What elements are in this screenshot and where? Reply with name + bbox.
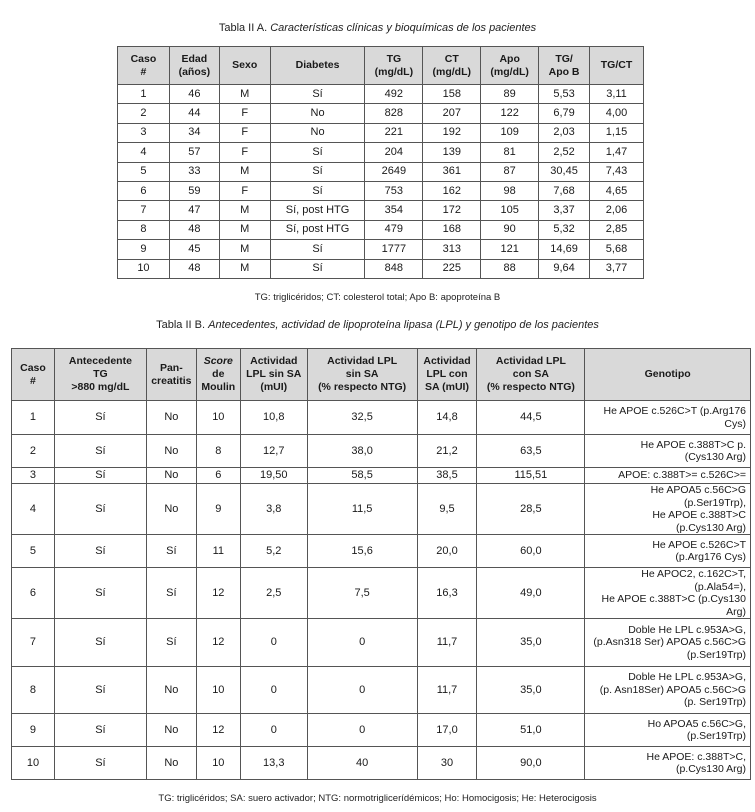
table-cell: No <box>146 667 196 714</box>
table-cell: 13,3 <box>240 747 307 780</box>
table-cell: Sí <box>270 259 365 278</box>
table-cell: 162 <box>423 181 481 200</box>
table-b-header-line: Actividad <box>423 355 471 367</box>
table-cell: 207 <box>423 104 481 123</box>
table-row <box>118 162 644 181</box>
table-cell: 35,0 <box>477 667 585 714</box>
table-cell: No <box>146 435 196 468</box>
genotype-line: Ho APOA5 c.56C>G, <box>647 717 746 730</box>
table-row <box>12 401 751 435</box>
genotype-line: He APOC2, c.162C>T, (p.Ala54=), <box>641 568 746 593</box>
table-a-header-cell <box>270 47 365 85</box>
table-b-header-line: LPL sin SA <box>246 368 302 380</box>
genotype-cell <box>585 667 751 714</box>
table-cell: 828 <box>365 104 423 123</box>
table-b-header-line: Antecedente <box>68 355 132 367</box>
table-cell: 1,47 <box>590 143 644 162</box>
table-row <box>118 143 644 162</box>
table-cell: 7 <box>12 619 55 667</box>
table-cell: 38,5 <box>417 468 477 484</box>
genotype-line: (p.Asn318 Ser) APOA5 c.56C>G <box>593 636 746 649</box>
genotype-cell <box>585 747 751 780</box>
table-b-header-line: sin SA <box>345 368 379 380</box>
table-a-header-line: Caso <box>130 52 157 65</box>
table-cell: Sí <box>54 435 146 468</box>
table-cell: 848 <box>365 259 423 278</box>
table-cell: 4,65 <box>590 181 644 200</box>
genotype-line: APOE: c.388T>= c.526C>= <box>618 469 746 482</box>
table-cell: 17,0 <box>417 714 477 747</box>
table-cell: 313 <box>423 240 481 259</box>
table-b-header-line: Genotipo <box>644 368 691 380</box>
table-cell: Sí <box>54 619 146 667</box>
table-b-header-cell <box>54 349 146 401</box>
table-b-header-cell <box>196 349 240 401</box>
table-b-header-line: Actividad LPL <box>327 355 398 367</box>
table-a-header-line: TG/ <box>555 52 573 65</box>
table-cell: 16,3 <box>417 568 477 619</box>
table-cell: 14,69 <box>539 240 590 259</box>
genotype-line: (p.Ser19Trp) <box>686 730 746 742</box>
genotype-line: Cys) <box>724 417 746 430</box>
table-cell: 3 <box>12 468 55 484</box>
table-cell: 3,8 <box>240 484 307 535</box>
table-cell: 90,0 <box>477 747 585 780</box>
table-cell: 10 <box>196 667 240 714</box>
table-cell: 5,68 <box>590 240 644 259</box>
table-row <box>118 201 644 220</box>
table-cell: 33 <box>169 162 219 181</box>
table-cell: 10 <box>196 401 240 435</box>
table-cell: 11,7 <box>417 667 477 714</box>
genotype-line: (p.Ser19Trp) <box>686 648 746 661</box>
table-cell: 3,77 <box>590 259 644 278</box>
table-cell: 30,45 <box>539 162 590 181</box>
table-cell: 4 <box>12 484 55 535</box>
table-b-header-cell <box>417 349 477 401</box>
table-cell: 2,5 <box>240 568 307 619</box>
table-cell: No <box>270 123 365 142</box>
table-cell: 14,8 <box>417 401 477 435</box>
table-cell: F <box>219 181 270 200</box>
genotype-line: He APOE c.388T>C p. <box>640 438 746 451</box>
table-cell: 11 <box>196 535 240 568</box>
table-cell: F <box>219 143 270 162</box>
table-cell: 10,8 <box>240 401 307 435</box>
table-b-title-prefix: Tabla II B. <box>156 319 206 331</box>
table-row <box>12 714 751 747</box>
table-cell: 60,0 <box>477 535 585 568</box>
table-a-header-cell <box>539 47 590 85</box>
table-cell: 479 <box>365 220 423 239</box>
table-cell: 192 <box>423 123 481 142</box>
table-cell: Sí <box>270 240 365 259</box>
table-b-header-cell <box>585 349 751 401</box>
genotype-line: He APOE c.388T>C (p.Cys130 Arg) <box>601 593 746 618</box>
table-b-header-line: TG <box>93 368 108 380</box>
table-cell: 3,11 <box>590 85 644 104</box>
table-cell: 5,2 <box>240 535 307 568</box>
table-cell: 361 <box>423 162 481 181</box>
table-a-header-line: TG <box>386 52 402 65</box>
table-cell: Sí <box>54 667 146 714</box>
table-cell: 2649 <box>365 162 423 181</box>
table-cell: 109 <box>481 123 539 142</box>
table-a-header-line: (años) <box>178 65 211 78</box>
table-a-header-cell <box>481 47 539 85</box>
table-cell: 7,68 <box>539 181 590 200</box>
table-cell: 32,5 <box>307 401 417 435</box>
table-cell: 8 <box>196 435 240 468</box>
table-b-title-italic: Antecedentes, actividad de lipoproteína lipasa (LPL) y genotipo de los pacientes <box>208 319 599 331</box>
table-b-header-cell <box>240 349 307 401</box>
table-cell: 44,5 <box>477 401 585 435</box>
table-cell: 2 <box>118 104 170 123</box>
table-cell: 9,64 <box>539 259 590 278</box>
table-cell: 3,37 <box>539 201 590 220</box>
table-cell: No <box>146 401 196 435</box>
table-b-header-line: con SA <box>512 368 549 380</box>
table-cell: 6 <box>12 568 55 619</box>
table-cell: 11,7 <box>417 619 477 667</box>
table-cell: 0 <box>307 667 417 714</box>
table-cell: M <box>219 240 270 259</box>
table-row <box>12 435 751 468</box>
table-cell: 139 <box>423 143 481 162</box>
table-cell: 6 <box>196 468 240 484</box>
genotype-line: Doble He LPL c.953A>G, <box>628 623 746 636</box>
table-a-header-line: Edad <box>181 52 208 65</box>
table-cell: Sí <box>54 535 146 568</box>
table-cell: Sí <box>54 568 146 619</box>
table-a-header-line: Sexo <box>232 59 258 71</box>
table-cell: 51,0 <box>477 714 585 747</box>
table-b-header-line: # <box>30 374 36 387</box>
table-cell: 354 <box>365 201 423 220</box>
table-b-header-line: >880 mg/dL <box>71 381 130 393</box>
table-a-header-line: Diabetes <box>295 59 340 71</box>
table-cell: 15,6 <box>307 535 417 568</box>
table-cell: 0 <box>307 619 417 667</box>
clinical-characteristics-table <box>117 46 644 279</box>
table-cell: 105 <box>481 201 539 220</box>
table-cell: F <box>219 104 270 123</box>
table-a-title-prefix: Tabla II A. <box>218 22 268 34</box>
table-row <box>12 535 751 568</box>
genotype-line: He APOE: c.388T>C, <box>646 750 746 763</box>
table-cell: M <box>219 259 270 278</box>
table-cell: 4 <box>118 143 170 162</box>
table-cell: 3 <box>118 123 170 142</box>
table-row <box>12 468 751 484</box>
table-cell: 19,50 <box>240 468 307 484</box>
table-b-header-line: LPL con <box>426 368 468 380</box>
table-row <box>118 104 644 123</box>
genotype-cell <box>585 568 751 619</box>
table-cell: 46 <box>169 85 219 104</box>
genotype-cell <box>585 619 751 667</box>
table-cell: 2,03 <box>539 123 590 142</box>
table-cell: 12,7 <box>240 435 307 468</box>
genotype-cell <box>585 435 751 468</box>
genotype-cell <box>585 484 751 535</box>
table-cell: 5 <box>12 535 55 568</box>
table-b-header-line: Actividad <box>250 355 298 367</box>
table-cell: 1 <box>118 85 170 104</box>
table-a-header-line: # <box>140 65 147 78</box>
table-cell: 48 <box>169 220 219 239</box>
table-cell: 21,2 <box>417 435 477 468</box>
table-cell: 10 <box>118 259 170 278</box>
table-cell: 5,53 <box>539 85 590 104</box>
table-cell: 6,79 <box>539 104 590 123</box>
table-cell: 87 <box>481 162 539 181</box>
table-cell: 9 <box>196 484 240 535</box>
table-cell: No <box>146 714 196 747</box>
table-cell: 30 <box>417 747 477 780</box>
table-b-title <box>0 319 755 331</box>
table-cell: 168 <box>423 220 481 239</box>
genotype-cell <box>585 468 751 484</box>
table-cell: Sí <box>54 401 146 435</box>
genotype-line: He APOE c.526C>T (p.Arg176 <box>603 405 746 417</box>
table-cell: 81 <box>481 143 539 162</box>
table-cell: 115,51 <box>477 468 585 484</box>
table-cell: 57 <box>169 143 219 162</box>
table-cell: Sí, post HTG <box>270 201 365 220</box>
table-cell: Sí <box>54 484 146 535</box>
table-cell: M <box>219 85 270 104</box>
table-cell: 2,06 <box>590 201 644 220</box>
table-b-header-cell <box>307 349 417 401</box>
genotype-cell <box>585 401 751 435</box>
table-cell: 7 <box>118 201 170 220</box>
table-cell: M <box>219 220 270 239</box>
table-cell: 204 <box>365 143 423 162</box>
table-a-header-line: Apo B <box>548 65 580 78</box>
genotype-line: (Cys130 Arg) <box>684 451 746 463</box>
table-cell: 40 <box>307 747 417 780</box>
table-row <box>118 85 644 104</box>
table-cell: 45 <box>169 240 219 259</box>
table-cell: 28,5 <box>477 484 585 535</box>
table-cell: 1777 <box>365 240 423 259</box>
table-row <box>118 123 644 142</box>
table-a-header-line: CT <box>444 52 459 65</box>
table-cell: 89 <box>481 85 539 104</box>
table-cell: 47 <box>169 201 219 220</box>
table-a-header-line: (mg/dL) <box>490 65 529 78</box>
table-cell: 35,0 <box>477 619 585 667</box>
table-a-title <box>0 22 755 34</box>
table-cell: M <box>219 201 270 220</box>
table-row <box>12 568 751 619</box>
table-row <box>12 484 751 535</box>
table-cell: 2,52 <box>539 143 590 162</box>
table-cell: 7,5 <box>307 568 417 619</box>
table-cell: 6 <box>118 181 170 200</box>
table-b-header-line: Moulin <box>201 381 236 393</box>
table-b-header-line: (% respecto NTG) <box>486 381 575 393</box>
table-b-header-line: de <box>212 368 225 380</box>
table-cell: Sí <box>146 535 196 568</box>
table-row <box>118 259 644 278</box>
table-b-header-cell <box>477 349 585 401</box>
genotype-line: He APOE c.526C>T <box>652 538 746 551</box>
genotype-line: (p.Cys130 Arg) <box>675 763 746 775</box>
genotype-cell <box>585 714 751 747</box>
table-a-footnote: TG: triglicéridos; CT: colesterol total; Apo B: apoproteína B <box>254 292 501 303</box>
table-b-header-cell <box>146 349 196 401</box>
table-b-header-line: creatitis <box>151 374 192 387</box>
table-b-footnote: TG: triglicéridos; SA: suero activador; NTG: normotriglicerídémicos; Ho: Homocigosis; He: Heterocigosis <box>158 793 597 804</box>
table-row <box>118 240 644 259</box>
table-cell: 9,5 <box>417 484 477 535</box>
table-a-header-cell <box>118 47 170 85</box>
table-cell: 12 <box>196 568 240 619</box>
table-cell: Sí, post HTG <box>270 220 365 239</box>
table-cell: Sí <box>146 568 196 619</box>
table-cell: 172 <box>423 201 481 220</box>
table-b-header-cell <box>12 349 55 401</box>
genotype-line: Doble He LPL c.953A>G, <box>628 671 746 684</box>
table-cell: 38,0 <box>307 435 417 468</box>
genotype-line: (p. Ser19Trp) <box>683 696 746 709</box>
table-cell: 2,85 <box>590 220 644 239</box>
table-cell: 8 <box>12 667 55 714</box>
table-b-header-line: Caso <box>20 361 46 374</box>
table-cell: 12 <box>196 714 240 747</box>
genotype-cell <box>585 535 751 568</box>
genotype-line: (p.Cys130 Arg) <box>675 521 746 534</box>
table-a-header-line: (mg/dL) <box>374 65 414 78</box>
genotype-line: He APOA5 c.56C>G (p.Ser19Trp), <box>650 484 746 509</box>
table-b-header-line: Score <box>203 355 233 367</box>
table-cell: 90 <box>481 220 539 239</box>
table-a-header-cell <box>365 47 423 85</box>
table-cell: No <box>146 468 196 484</box>
table-cell: 9 <box>12 714 55 747</box>
table-cell: No <box>146 484 196 535</box>
table-cell: 225 <box>423 259 481 278</box>
table-cell: Sí <box>270 85 365 104</box>
table-a-header-cell <box>590 47 644 85</box>
table-cell: 158 <box>423 85 481 104</box>
table-row <box>12 619 751 667</box>
table-cell: 63,5 <box>477 435 585 468</box>
table-cell: 10 <box>12 747 55 780</box>
table-row <box>118 220 644 239</box>
table-b-header-line: Pan- <box>159 361 183 374</box>
table-cell: No <box>270 104 365 123</box>
table-cell: 98 <box>481 181 539 200</box>
table-cell: 492 <box>365 85 423 104</box>
table-cell: 20,0 <box>417 535 477 568</box>
table-cell: Sí <box>270 181 365 200</box>
table-cell: No <box>146 747 196 780</box>
table-cell: F <box>219 123 270 142</box>
table-b-header-line: (mUI) <box>260 381 288 393</box>
table-cell: 0 <box>240 619 307 667</box>
table-cell: Sí <box>270 143 365 162</box>
table-cell: 44 <box>169 104 219 123</box>
table-cell: 221 <box>365 123 423 142</box>
table-b-header-line: SA (mUI) <box>425 381 469 393</box>
table-a-header-line: (mg/dL) <box>432 65 472 78</box>
table-a-header-cell <box>169 47 219 85</box>
table-a-header-cell <box>423 47 481 85</box>
table-cell: Sí <box>270 162 365 181</box>
table-a-title-italic: Características clínicas y bioquímicas de los pacientes <box>270 22 537 34</box>
table-cell: 8 <box>118 220 170 239</box>
table-cell: 7,43 <box>590 162 644 181</box>
table-cell: 2 <box>12 435 55 468</box>
table-cell: Sí <box>54 747 146 780</box>
table-cell: Sí <box>54 714 146 747</box>
table-cell: Sí <box>54 468 146 484</box>
table-cell: 10 <box>196 747 240 780</box>
genotype-line: (p. Asn18Ser) APOA5 c.56C>G <box>599 683 746 696</box>
table-cell: 88 <box>481 259 539 278</box>
table-cell: 58,5 <box>307 468 417 484</box>
table-b-header-line: (% respecto NTG) <box>318 381 407 393</box>
table-a-header-line: TG/CT <box>600 59 633 71</box>
table-cell: M <box>219 162 270 181</box>
table-row <box>118 181 644 200</box>
table-b-header-line: Actividad LPL <box>495 355 566 367</box>
table-cell: 0 <box>240 667 307 714</box>
table-cell: 0 <box>240 714 307 747</box>
table-cell: 59 <box>169 181 219 200</box>
genotype-line: (p.Arg176 Cys) <box>675 551 746 563</box>
lpl-activity-genotype-table <box>11 348 751 780</box>
table-cell: 34 <box>169 123 219 142</box>
table-cell: 5,32 <box>539 220 590 239</box>
table-a-header-cell <box>219 47 270 85</box>
table-a-header-line: Apo <box>499 52 520 65</box>
table-cell: 11,5 <box>307 484 417 535</box>
table-cell: 12 <box>196 619 240 667</box>
table-cell: 753 <box>365 181 423 200</box>
table-cell: Sí <box>146 619 196 667</box>
table-cell: 4,00 <box>590 104 644 123</box>
table-cell: 121 <box>481 240 539 259</box>
table-cell: 1,15 <box>590 123 644 142</box>
table-cell: 1 <box>12 401 55 435</box>
table-row <box>12 747 751 780</box>
table-cell: 49,0 <box>477 568 585 619</box>
table-cell: 122 <box>481 104 539 123</box>
table-cell: 9 <box>118 240 170 259</box>
table-cell: 5 <box>118 162 170 181</box>
table-cell: 48 <box>169 259 219 278</box>
genotype-line: He APOE c.388T>C <box>652 509 746 521</box>
table-row <box>12 667 751 714</box>
table-cell: 0 <box>307 714 417 747</box>
